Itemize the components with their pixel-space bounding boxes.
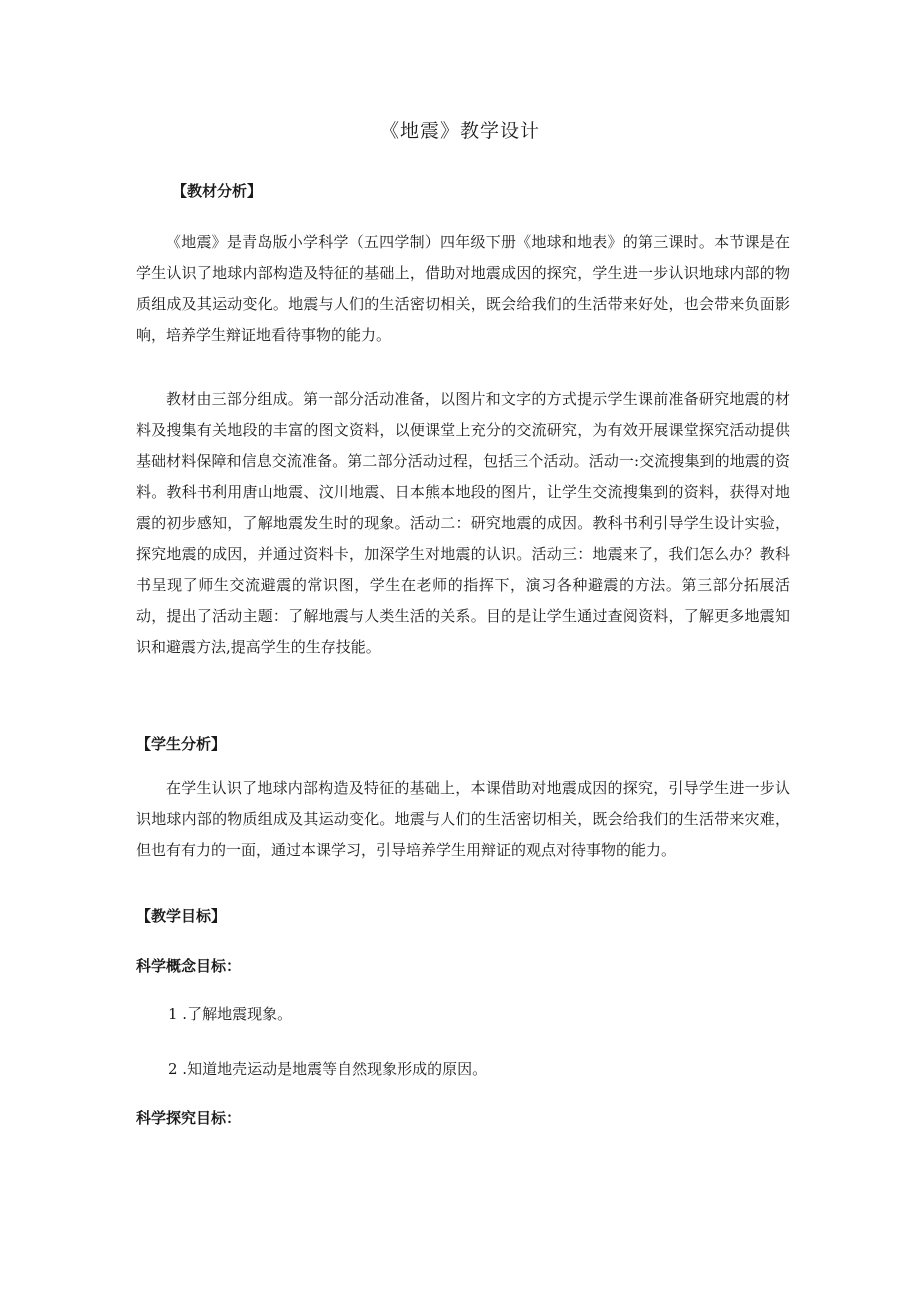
concept-goal-item-1: 1 .了解地震现象。	[168, 1005, 293, 1023]
student-analysis-heading: 【学生分析】	[136, 735, 227, 753]
textbook-analysis-heading: 【教材分析】	[172, 182, 263, 200]
textbook-analysis-paragraph-1: 《地震》是青岛版小学科学（五四学制）四年级下册《地球和地表》的第三课时。本节课是在学生认识了地球内部构造及特征的基础上，借助对地震成因的探究，学生进一步认识地球内部的物质组成及其运动变化。地震与人们的生活密切相关，既会给我们的生活带来好处，也会带来负面影响，培养学生辩证地看待事物的能力。	[136, 233, 790, 344]
concept-goals-label: 科学概念目标：	[136, 957, 242, 975]
concept-goal-item-2: 2 .知道地壳运动是地震等自然现象形成的原因。	[168, 1060, 488, 1078]
teaching-goals-heading: 【教学目标】	[136, 907, 227, 925]
textbook-analysis-paragraph-2: 教材由三部分组成。第一部分活动准备，以图片和文字的方式提示学生课前准备研究地震的材料及搜集有关地段的丰富的图文资料，以便课堂上充分的交流研究，为有效开展课堂探究活动提供基础材料保障和信息交流准备。第二部分活动过程，包括三个活动。活动一:交流搜集到的地震的资料。教科书利用唐山地震、汶川地震、日本熊本地段的图片，让学生交流搜集到的资料，获得对地震的初步感知，了解地震发生时的现象。活动二：研究地震的成因。教科书利引导学生设计实验，探究地震的成因，并通过资料卡，加深学生对地震的认识。活动三：地震来了，我们怎么办？教科书呈现了师生交流避震的常识图，学生在老师的指挥下，演习各种避震的方法。第三部分拓展活动，提出了活动主题：了解地震与人类生活的关系。目的是让学生通过查阅资料，了解更多地震知识和避震方法,提高学生的生存技能。	[136, 390, 790, 656]
document-title: 《地震》教学设计	[379, 120, 540, 142]
inquiry-goals-label: 科学探究目标：	[136, 1109, 242, 1127]
student-analysis-paragraph: 在学生认识了地球内部构造及特征的基础上，本课借助对地震成因的探究，引导学生进一步认识地球内部的物质组成及其运动变化。地震与人们的生活密切相关，既会给我们的生活带来灾难，但也有有力的一面，通过本课学习，引导培养学生用辩证的观点对待事物的能力。	[136, 779, 790, 859]
